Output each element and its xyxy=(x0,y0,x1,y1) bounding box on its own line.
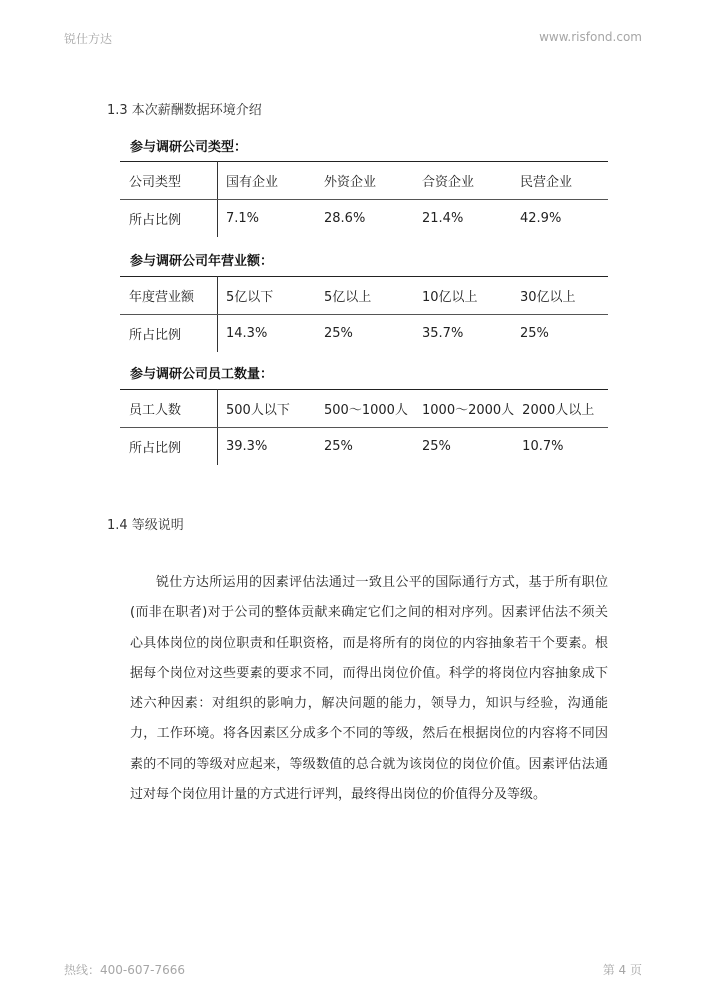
header-company-name: 锐仕方达 xyxy=(64,32,113,46)
table-cell: 外资企业 xyxy=(316,162,414,200)
table-cell: 10.7% xyxy=(522,439,564,454)
annual-revenue-table xyxy=(120,276,608,352)
table-cell: 5亿以上 xyxy=(316,277,414,315)
table-cell: 39.3% xyxy=(226,439,268,454)
table-cell: 10亿以上 xyxy=(414,277,512,315)
table-cell: 所占比例 xyxy=(120,428,218,466)
table-cell: 民营企业 xyxy=(512,162,608,200)
footer-hotline: 热线：400-607-7666 xyxy=(64,963,186,977)
table-cell: 30亿以上 xyxy=(512,277,608,315)
section-title-1-3: 1.3 本次薪酬数据环境介绍 xyxy=(107,103,262,118)
employee-count-table xyxy=(120,389,608,465)
table-cell: 5亿以下 xyxy=(218,277,317,315)
table-cell: 35.7% xyxy=(422,326,464,341)
table-cell: 21.4% xyxy=(422,211,464,226)
table-cell: 500～1000人 xyxy=(316,390,414,428)
table-cell: 7.1% xyxy=(226,211,260,226)
header-website: www.risfond.com xyxy=(539,30,642,44)
table-caption-annual-revenue: 参与调研公司年营业额： xyxy=(130,254,274,269)
table-row xyxy=(120,200,608,238)
grade-explanation-paragraph: 锐仕方达所运用的因素评估法通过一致且公平的国际通行方式，基于所有职位(而非在职者)对于公司的整体贡献来确定它们之间的相对序列。因素评估法不须关心具体岗位的岗位职责和任职资格，而是将所有的岗位的内容抽象若干个要素。根据每个岗位对这些要素的要求不同，而得出岗位价值。科学的将岗位内容抽象成下述六种因素：对组织的影响力，解决问题的能力，领导力，知识与经验，沟通能力，工作环境。将各因素区分成多个不同的等级，然后在根据岗位的内容将不同因素的不同的等级对应起来，等级数值的总合就为该岗位的岗位价值。因素评估法通过对每个岗位用计量的方式进行评判，最终得出岗位的价值得分及等级。 xyxy=(130,575,608,803)
table-cell: 42.9% xyxy=(520,211,562,226)
table-cell: 2000人以上 xyxy=(514,390,608,428)
table-cell: 所占比例 xyxy=(120,200,218,238)
table-cell: 所占比例 xyxy=(120,315,218,353)
table-cell: 25% xyxy=(422,439,451,454)
table-cell: 25% xyxy=(324,439,353,454)
table-cell: 14.3% xyxy=(226,326,268,341)
table-cell: 年度营业额 xyxy=(120,277,218,315)
table-cell: 1000～2000人 xyxy=(414,390,514,428)
table-cell: 500人以下 xyxy=(218,390,317,428)
table-row xyxy=(120,315,608,353)
company-type-table xyxy=(120,161,608,237)
table-cell: 25% xyxy=(520,326,549,341)
table-row xyxy=(120,162,608,200)
footer-page-number: 第 4 页 xyxy=(602,963,642,977)
section-title-1-4: 1.4 等级说明 xyxy=(107,518,184,533)
table-cell: 28.6% xyxy=(324,211,366,226)
table-cell: 合资企业 xyxy=(414,162,512,200)
table-cell: 员工人数 xyxy=(120,390,218,428)
table-cell: 公司类型 xyxy=(120,162,218,200)
table-caption-employee-count: 参与调研公司员工数量： xyxy=(130,367,274,382)
table-caption-company-type: 参与调研公司类型： xyxy=(130,140,248,155)
table-row xyxy=(120,428,608,466)
table-cell: 国有企业 xyxy=(218,162,317,200)
table-cell: 25% xyxy=(324,326,353,341)
table-row xyxy=(120,390,608,428)
table-row xyxy=(120,277,608,315)
